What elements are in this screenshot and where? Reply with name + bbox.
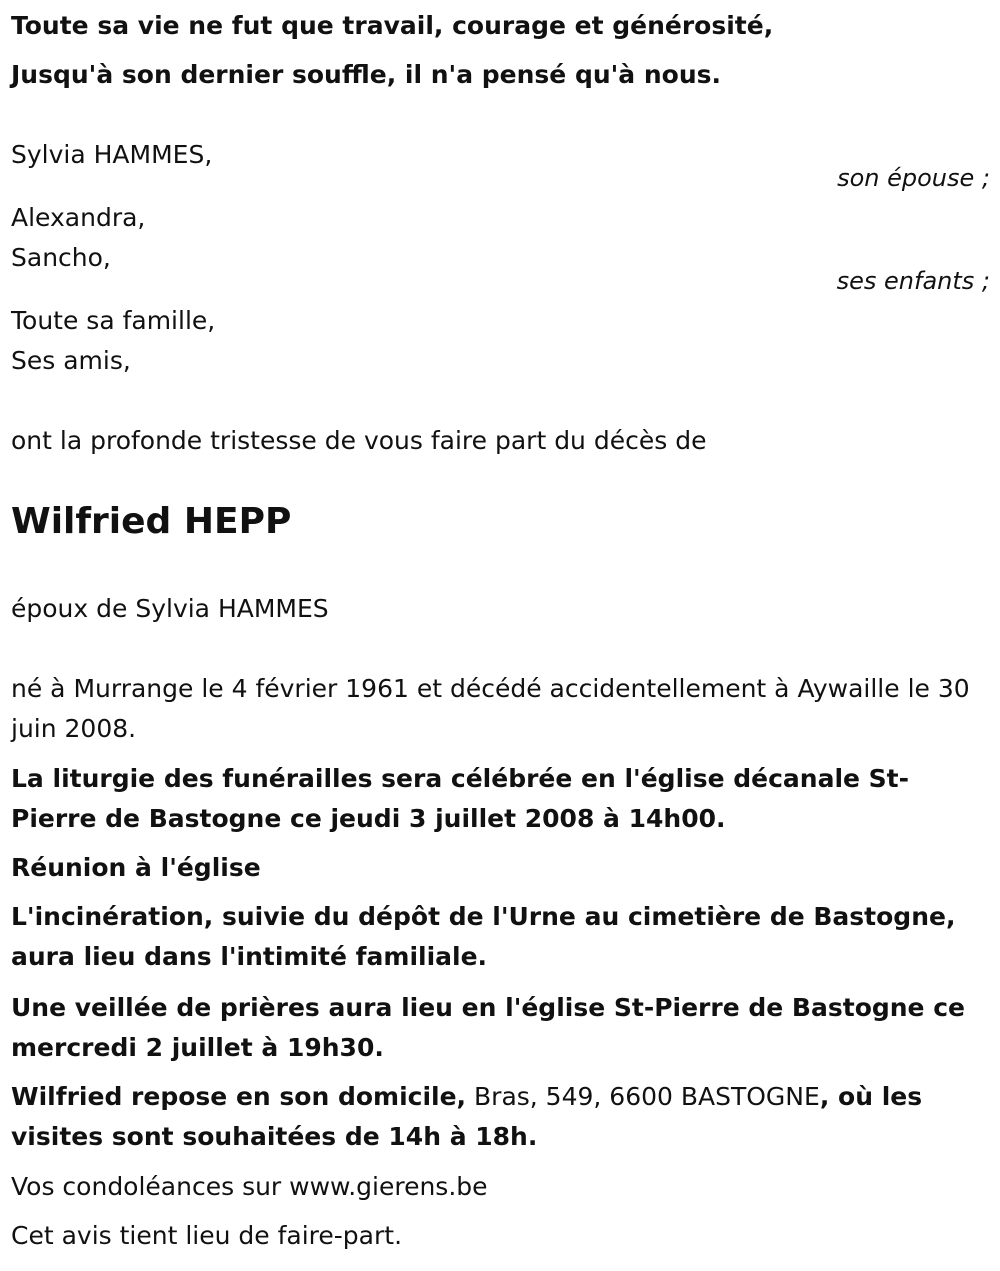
deceased-name: Wilfried HEPP xyxy=(11,501,292,542)
vigil-info: Une veillée de prières aura lieu en l'église St-Pierre de Bastogne ce mercredi 2 juillet à 19h30. xyxy=(11,993,965,1062)
rest-address: Bras, 549, 6600 BASTOGNE xyxy=(466,1082,820,1111)
birth-death-info: né à Murrange le 4 février 1961 et décédé accidentellement à Aywaille le 30 juin 2008. xyxy=(11,674,970,743)
notice-info: Cet avis tient lieu de faire-part. xyxy=(11,1221,403,1250)
liturgy-info: La liturgie des funérailles sera célébrée en l'église décanale St-Pierre de Bastogne ce jeudi 3 juillet 2008 à 14h00. xyxy=(11,764,910,833)
spouse-of: époux de Sylvia HAMMES xyxy=(11,594,329,623)
family-line: Toute sa famille, xyxy=(11,306,216,335)
friends-line: Ses amis, xyxy=(11,346,131,375)
spouse-role: son épouse ; xyxy=(837,164,990,192)
meeting-info: Réunion à l'église xyxy=(11,853,261,882)
child-name-2: Sancho, xyxy=(11,243,111,272)
epitaph-line-1: Toute sa vie ne fut que travail, courage et générosité, xyxy=(11,11,774,40)
child-name-1: Alexandra, xyxy=(11,203,146,232)
rest-text-1: Wilfried repose en son domicile, xyxy=(11,1082,467,1111)
spouse-name: Sylvia HAMMES, xyxy=(11,140,213,169)
children-role: ses enfants ; xyxy=(836,267,990,295)
rest-text-2: , où les visites sont souhaitées de 14h à 18h. xyxy=(11,1082,923,1151)
epitaph-line-2: Jusqu'à son dernier souffle, il n'a pensé qu'à nous. xyxy=(11,60,722,89)
condolences-info: Vos condoléances sur www.gierens.be xyxy=(11,1172,488,1201)
announcement: ont la profonde tristesse de vous faire part du décès de xyxy=(11,426,707,455)
incineration-info: L'incinération, suivie du dépôt de l'Urne au cimetière de Bastogne, aura lieu dans l'intimité familiale. xyxy=(11,902,956,971)
rest-info xyxy=(11,1077,986,1157)
